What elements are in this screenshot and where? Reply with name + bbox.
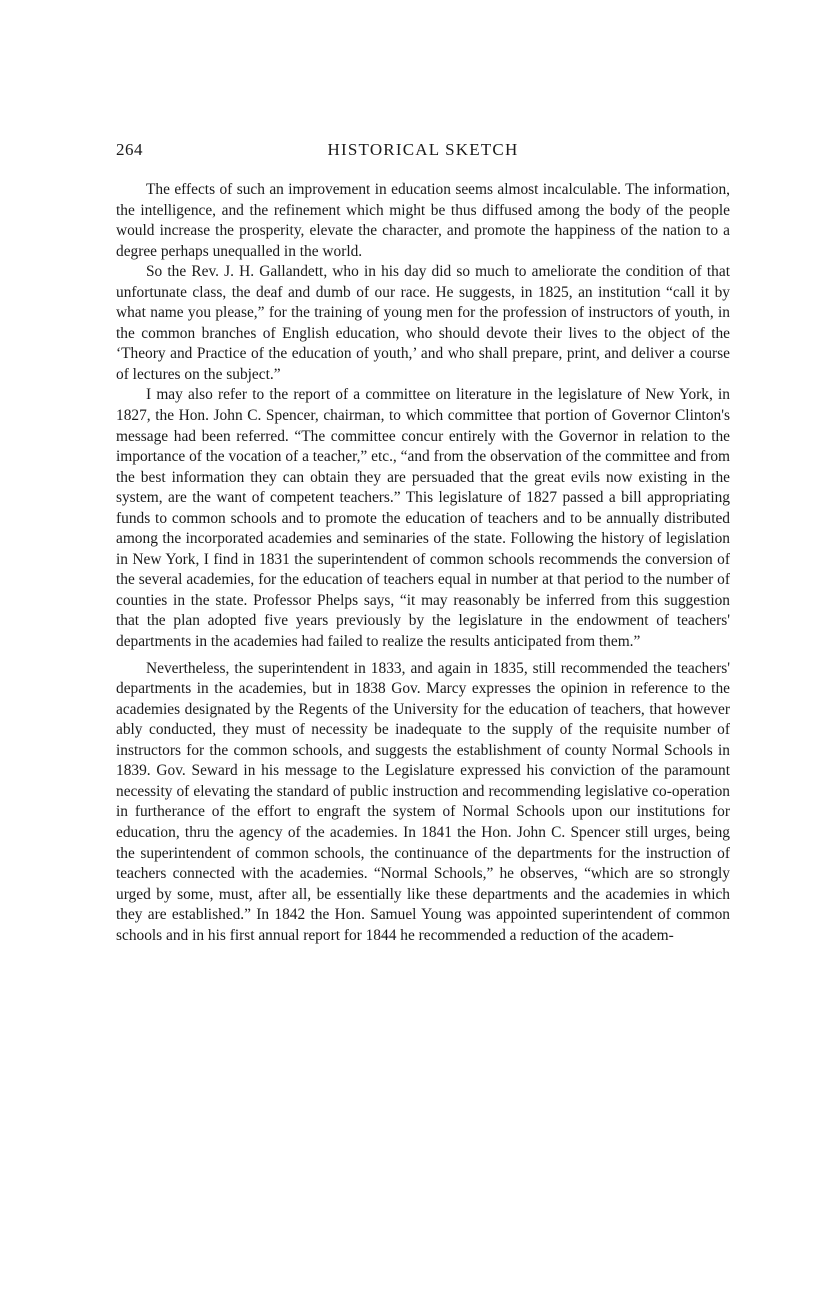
paragraph-improvement: The effects of such an improvement in education seems almost incalculable. The information, the intelligence, and the refinement which might be thus diffused among the body of the people would increase the prosperity, elevate the character, and promote the happiness of the nation to a degree perhaps unequalled in the world.: [116, 181, 730, 260]
paragraph-gallandett: So the Rev. J. H. Gallandett, who in his day did so much to ameliorate the condition of that unfortunate class, the deaf and dumb of our race. He suggests, in 1825, an institution “call it by what name you please,” for the training of young men for the profession of instructors of youth, in the common branches of English education, who should devote their lives to the object of the ‘Theory and Practice of the education of youth,’ and who shall prepare, print, and deliver a course of lectures on the subject.”: [116, 263, 730, 383]
paragraph-committee-report: I may also refer to the report of a committee on literature in the legislature of New York, in 1827, the Hon. John C. Spencer, chairman, to which committee that portion of Governor Clinton's message had been referred. “The committee concur entirely with the Governor in relation to the importance of the vocation of a teacher,” etc., “and from the observation of the committee and from the best information they can obtain they are persuaded that the great evils now existing in the system, are the want of competent teachers.” This legislature of 1827 passed a bill appropriating funds to common schools and to promote the education of teachers and to be annually distributed among the incorporated academies and seminaries of the state. Following the history of legislation in New York, I find in 1831 the superintendent of common schools recommends the conversion of the several academies, for the education of teachers equal in number at that period to the number of counties in the state. Professor Phelps says, “it may reasonably be inferred from this suggestion that the plan adopted five years previously by the legislature in the endowment of teachers' departments in the academies had failed to realize the results anticipated from them.”: [116, 386, 730, 651]
running-title: HISTORICAL SKETCH: [327, 140, 519, 159]
running-head: [116, 140, 730, 164]
book-page: [116, 0, 730, 1297]
body-text: [116, 180, 730, 946]
paragraph-superintendent: Nevertheless, the superintendent in 1833, and again in 1835, still recommended the teachers' departments in the academies, but in 1838 Gov. Marcy expresses the opinion in reference to the academies designated by the Regents of the University for the education of teachers, that however ably conducted, they must of necessity be inadequate to the supply of the requisite number of instructors for the common schools, and suggests the establishment of county Normal Schools in 1839. Gov. Seward in his message to the Legislature expressed his conviction of the paramount necessity of elevating the standard of public instruction and recommending legislative co-operation in furtherance of the effort to engraft the system of Normal Schools upon our institutions for education, thru the agency of the academies. In 1841 the Hon. John C. Spencer still urges, being the superintendent of common schools, the continuance of the departments for the instruction of teachers connected with the academies. “Normal Schools,” he observes, “which are so strongly urged by some, must, after all, be essentially like these departments and the academies in which they are established.” In 1842 the Hon. Samuel Young was appointed superintendent of common schools and in his first annual report for 1844 he recommended a reduction of the academ-: [116, 659, 730, 944]
page-number: 264: [116, 140, 143, 159]
